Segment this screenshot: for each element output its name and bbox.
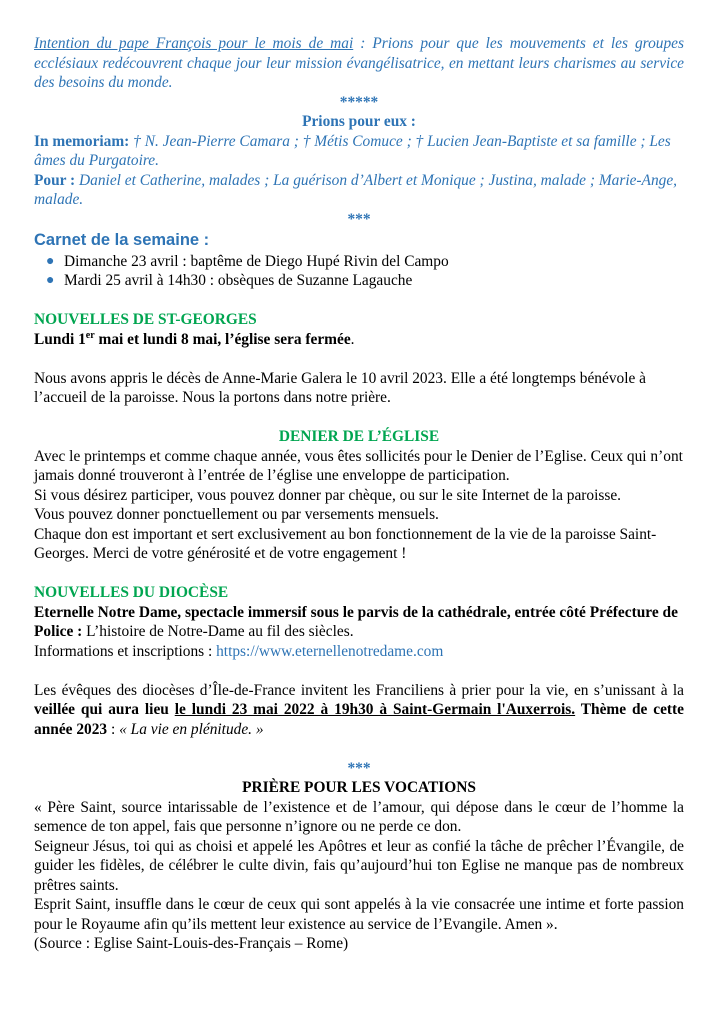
carnet-title: Carnet de la semaine : <box>34 231 210 249</box>
deces-paragraph: Nous avons appris le décès de Anne-Marie Galera le 10 avril 2023. Elle a été longtemps bénévole à l’accueil de la paroisse. Nous la portons dans notre prière. <box>34 369 646 406</box>
list-item <box>46 252 684 272</box>
veillee-date: le lundi 23 mai 2022 à 19h30 à Saint-Germain l'Auxerrois. <box>174 701 576 718</box>
prions-title: Prions pour eux : <box>302 113 416 130</box>
intention-paragraph <box>34 34 684 93</box>
denier-line: Si vous désirez participer, vous pouvez donner par chèque, ou sur le site Internet de la paroisse. <box>34 486 622 504</box>
event-text: L’histoire de Notre-Dame au fil des siècles. <box>82 623 354 640</box>
pour-label: Pour : <box>34 171 76 189</box>
bulletin-page <box>34 34 684 954</box>
separator-stars: ***** <box>339 93 379 111</box>
veillee-theme: « La vie en plénitude. » <box>119 720 264 738</box>
info-link[interactable]: https://www.eternellenotredame.com <box>216 642 444 660</box>
intention-label: Intention du pape François pour le mois de mai <box>34 35 354 52</box>
memoriam-paragraph <box>34 132 684 171</box>
priere-source: (Source : Eglise Saint-Louis-des-Français – Rome) <box>34 935 349 952</box>
intention-text: : Prions pour que les mouvements et les groupes ecclésiaux redécouvrent chaque jour leur mission évangélisatrice, en mettant leurs charismes au service des besoins du monde. <box>34 35 684 91</box>
separator-stars: *** <box>347 210 371 228</box>
veillee-paragraph: Les évêques des diocèses d’Île-de-France invitent les Franciliens à prier pour la vie, en s’unissant à la veillée qui aura lieu le lundi 23 mai 2022 à 19h30 à Saint-Germain l'Auxerrois. Thème de cette année 2023 : « La vie en plénitude. » <box>34 681 684 738</box>
bullet-icon: ● <box>46 253 55 269</box>
info-paragraph <box>34 642 684 662</box>
closure-notice: Lundi 1er mai et lundi 8 mai, l’église sera fermée. <box>34 329 355 348</box>
pour-text: Daniel et Catherine, malades ; La guérison d’Albert et Monique ; Justina, malade ; Marie-Ange, malade. <box>34 171 678 208</box>
carnet-item-text: Dimanche 23 avril : baptême de Diego Hupé Rivin del Campo <box>64 252 449 270</box>
priere-paragraph: Seigneur Jésus, toi qui as choisi et appelé les Apôtres et leur as confié la tâche de prêcher l’Évangile, de guider les fidèles, de célébrer le culte divin, fais qu’aujourd’hui ton Eglise ne manque pas de nombreux prêtres saints. <box>34 837 684 894</box>
pour-paragraph <box>34 171 684 210</box>
event-paragraph <box>34 603 684 642</box>
separator-stars: *** <box>347 759 371 777</box>
priere-paragraph: « Père Saint, source intarissable de l’existence et de l’amour, qui dépose dans le cœur de l’homme la semence de ton appel, fais que personne n’ignore ou ne perde ce don. <box>34 798 684 835</box>
denier-title: DENIER DE L’ÉGLISE <box>278 428 440 445</box>
denier-line: Chaque don est important et sert exclusivement au bon fonctionnement de la vie de la paroisse Saint-Georges. Merci de votre générosité et de votre engagement ! <box>34 525 657 562</box>
memoriam-text: † N. Jean-Pierre Camara ; † Métis Comuce ; † Lucien Jean-Baptiste et sa famille ; Les âmes du Purgatoire. <box>34 132 671 169</box>
info-label: Informations et inscriptions : <box>34 642 217 660</box>
carnet-item-text: Mardi 25 avril à 14h30 : obsèques de Suzanne Lagauche <box>64 272 413 289</box>
stgeorges-title: NOUVELLES DE ST-GEORGES <box>34 311 257 328</box>
carnet-list <box>34 252 684 291</box>
denier-line: Vous pouvez donner ponctuellement ou par versements mensuels. <box>34 506 439 523</box>
list-item <box>46 271 684 291</box>
diocese-title: NOUVELLES DU DIOCÈSE <box>34 584 229 601</box>
bullet-icon: ● <box>46 273 55 288</box>
priere-paragraph: Esprit Saint, insuffle dans le cœur de ceux qui sont appelés à la vie consacrée une intime et forte passion pour le Royaume afin qu’ils mettent leur existence au service de l’Evangile. Amen ». <box>34 896 684 933</box>
denier-line: Avec le printemps et comme chaque année, vous êtes sollicités pour le Denier de l’Eglise. Ceux qui n’ont jamais donné trouveront à l’entrée de l’église une enveloppe de participation. <box>34 447 683 484</box>
memoriam-label: In memoriam: <box>34 132 130 150</box>
event-bold: Eternelle Notre Dame, spectacle immersif sous le parvis de la cathédrale, entrée côté Préfecture de Police : <box>34 603 678 640</box>
priere-title: PRIÈRE POUR LES VOCATIONS <box>242 779 476 796</box>
